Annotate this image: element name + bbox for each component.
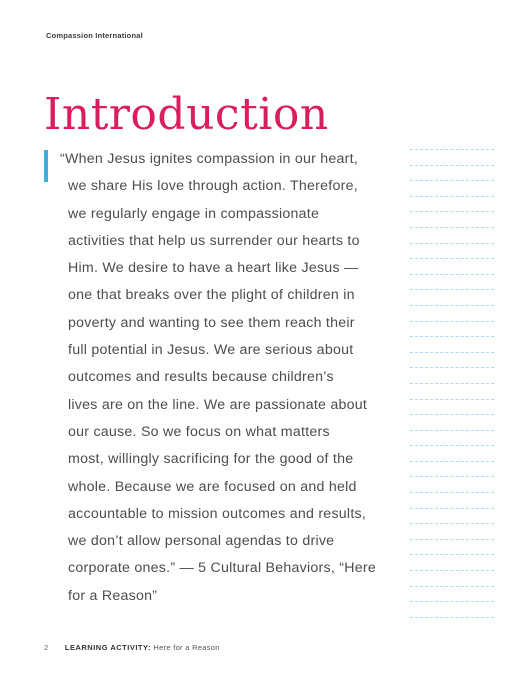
footer-section-label: LEARNING ACTIVITY: <box>64 643 151 652</box>
note-line <box>410 180 494 181</box>
quote-line: we don’t allow personal agendas to drive <box>68 533 335 550</box>
quote-line: for a Reason” <box>68 587 158 604</box>
note-line <box>410 289 494 290</box>
quote-line: whole. Because we are focused on and held <box>68 478 357 495</box>
note-line <box>410 601 494 602</box>
note-line <box>410 430 494 431</box>
note-line <box>410 523 494 524</box>
quote-line: accountable to mission outcomes and results, <box>68 505 367 522</box>
note-line <box>410 227 494 228</box>
note-line <box>410 539 494 540</box>
quote-line: one that breaks over the plight of children in <box>68 287 355 304</box>
quote-line: most, willingly sacrificing for the good of the <box>68 451 354 468</box>
quote-line: full potential in Jesus. We are serious about <box>68 342 354 359</box>
quote-line: activities that help us surrender our hearts to <box>68 232 360 249</box>
quote-line: outcomes and results because children’s <box>68 369 334 386</box>
note-line <box>410 617 494 618</box>
note-line <box>410 305 494 306</box>
page-number: 2 <box>44 643 49 652</box>
note-line <box>410 554 494 555</box>
quote-line: we share His love through action. Therefore, <box>68 178 358 195</box>
note-line <box>410 274 494 275</box>
quote-line: Him. We desire to have a heart like Jesus — <box>68 260 359 277</box>
note-line <box>410 399 494 400</box>
note-line <box>410 586 494 587</box>
footer-section-title: Here for a Reason <box>153 643 220 652</box>
note-line <box>410 196 494 197</box>
note-line <box>410 321 494 322</box>
page-title: Introduction <box>44 89 329 141</box>
quote-block <box>60 146 390 610</box>
quote-line: our cause. So we focus on what matters <box>68 423 330 440</box>
quote-line: corporate ones.” — 5 Cultural Behaviors, “Here <box>68 560 376 577</box>
note-line <box>410 414 494 415</box>
note-line <box>410 445 494 446</box>
note-line <box>410 165 494 166</box>
note-line <box>410 149 494 150</box>
quote-line: poverty and wanting to see them reach their <box>68 314 355 331</box>
quote-line: lives are on the line. We are passionate about <box>68 396 368 413</box>
note-line <box>410 508 494 509</box>
note-line <box>410 336 494 337</box>
note-line <box>410 367 494 368</box>
note-line <box>410 570 494 571</box>
note-line <box>410 492 494 493</box>
note-line <box>410 383 494 384</box>
note-line <box>410 352 494 353</box>
quote-line: “When Jesus ignites compassion in our heart, <box>60 151 359 167</box>
note-lines <box>410 149 494 632</box>
note-line <box>410 461 494 462</box>
quote-line: we regularly engage in compassionate <box>68 205 320 222</box>
note-line <box>410 243 494 244</box>
note-line <box>410 258 494 259</box>
note-line <box>410 211 494 212</box>
note-line <box>410 476 494 477</box>
organization-name: Compassion International <box>46 31 143 40</box>
page-footer <box>44 643 220 652</box>
quote-accent-bar <box>44 150 48 182</box>
